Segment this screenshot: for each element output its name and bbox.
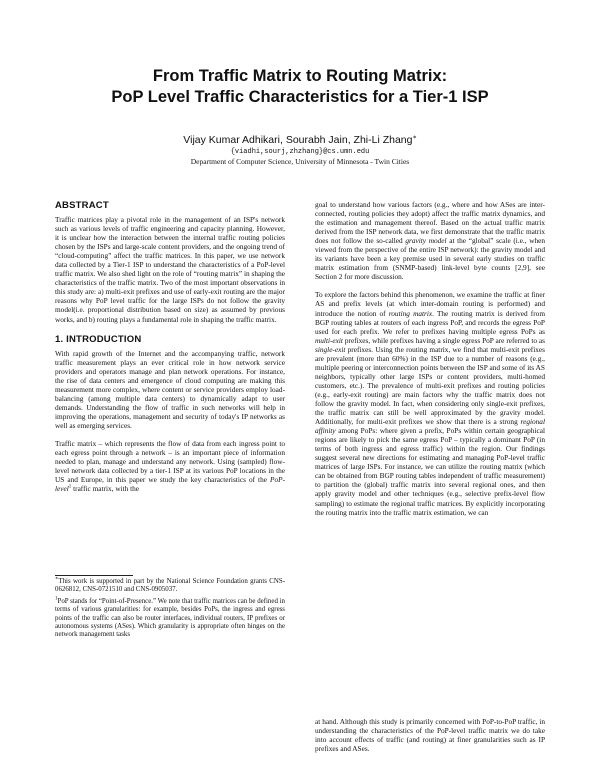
footnote-1-mark: ∗ — [55, 576, 59, 582]
right-p1-emphasis: gravity model — [405, 236, 447, 246]
author-emails: {viadhi,sourj,zhzhang}@cs.umn.edu — [230, 148, 370, 156]
author-names: Vijay Kumar Adhikari, Sourabh Jain, Zhi-Li Zhang — [183, 134, 413, 146]
affiliation: Department of Computer Science, University of Minnesota - Twin Cities — [190, 157, 410, 166]
author-list — [0, 134, 600, 146]
footnotes — [55, 578, 285, 643]
right-paragraph-3: at hand. Although this study is primarily concerned with PoP-to-PoP traffic, in understanding the characteristics of the PoP-level traffic matrix we do take into account effects of traffic (and routing) at finer granularities such as IP prefixes and ASes. — [315, 717, 545, 754]
right-p2-text-d: prefixes. Using the routing matrix, we find that multi-exit prefixes are prevalent (more than 60%) in the ISP due to a number of reasons (e.g., multiple peering or interconnection points between the ISP and some of its AS neighbors, typically other large ISPs or content providers, multi-homed customers, etc.). The prevalence of multi-exit prefixes and routing policies (e.g., early-exit routing) are main factors why the traffic matrix does not follow the gravity model. In fact, when considering only single-exit prefixes, the traffic matrix can still be well approximated by the gravity model. Additionally, for multi-exit prefixes we show that there is a strong — [315, 344, 545, 427]
footnote-2 — [55, 598, 285, 640]
right-p2-emphasis-2: multi-exit — [315, 335, 343, 345]
paper-title-line-1: From Traffic Matrix to Routing Matrix: — [152, 67, 448, 85]
right-column-continuation — [315, 717, 545, 753]
right-p2-text-e: among PoPs: where given a prefix, PoPs within certain geographical regions are likely to pick the same egress PoP – typically a dominant PoP (in terms of both ingress and egress traffic) within the region. Our findings suggest several new directions for estimating and managing PoP-level traffic matrices of large ISPs. For instance, we can utilize the routing matrix (which can be obtained from BGP routing tables independent of traffic measurement) to partition the (global) traffic matrix into several regional ones, and then apply gravity model and other techniques (e.g., selective prefix-level flow sampling) to estimate the regional traffic matrices. By explicitly incorporating the routing matrix into the traffic matrix estimation, we can — [315, 426, 545, 517]
right-p2-emphasis-4: regional affinity — [315, 417, 545, 436]
paper-title-line-2: PoP Level Traffic Characteristics for a Tier-1 ISP — [111, 88, 489, 106]
right-column — [315, 200, 545, 517]
left-column — [55, 200, 285, 493]
right-p2-text-a: To explore the factors behind this phenomenon, we examine the traffic at finer AS and prefix levels (at which inter-domain routing is performed) and introduce the notion of — [315, 290, 545, 318]
footnote-1-text: This work is supported in part by the National Science Foundation grants CNS-0626812, CNS-0721510 and CNS-0905037. — [55, 578, 285, 594]
right-paragraph-2 — [315, 290, 545, 516]
intro-p2-text-b: traffic matrix, with the — [71, 484, 140, 494]
intro-p2-emphasis: PoP-level — [55, 475, 285, 494]
intro-paragraph-1: With rapid growth of the Internet and the accompanying traffic, network traffic measurement plays an ever critical role in how network service providers and operators manage and plan network operations. For instance, the rise of data centers and emergence of cloud computing are making this measurement more complex, where content or service providers employ load-balancing (among multiple data centers) to dynamically adapt to user demands. Understanding the flow of traffic in such networks will help in improving the operations, management and security of today's IP networks as well as emerging services. — [55, 348, 285, 430]
author-footnote-mark: ∗ — [412, 134, 417, 141]
right-p2-emphasis-1: routing matrix — [388, 308, 433, 318]
intro-p2-text-a: Traffic matrix – which represents the flow of data from each ingress point to each egress point through a network – is an important piece of information needed to plan, manage and understand any network. Using (sampled) flow-level network data collected by a tier-1 ISP at its various PoP locations in the US and Europe, in this paper we study the key characteristics of the — [55, 438, 285, 485]
right-p2-text-b: . The routing matrix is derived from BGP routing tables at routers of each ingress PoP, and records the egress PoP used for each prefix. We refer to prefixes having multiple egress PoPs as — [315, 308, 545, 336]
abstract-heading: ABSTRACT — [55, 200, 109, 211]
right-p1-text-a: goal to understand how various factors (e.g., where and how ASes are inter-connected, routing policies they adopt) affect the traffic matrix dynamics, and the estimation and management thereof. Based on the actual traffic matrix derived from the ISP network data, we first demonstrate that the traffic matrix does not follow the so-called — [315, 200, 545, 246]
right-p1-text-b: at the “global” scale (i.e., when viewed from the perspective of the entire ISP network): the gravity model and its variants have been a key premise used in several early studies on traffic matrix estimation from (SNMP-based) link-level byte counts [2,9], see Section 2 for more discussion. — [315, 236, 546, 282]
right-p2-text-c: prefixes, while prefixes having a single egress PoP are referred to as — [342, 335, 545, 345]
footnote-1 — [55, 578, 285, 595]
paper-title — [0, 66, 600, 108]
introduction-heading: 1. INTRODUCTION — [55, 333, 142, 345]
abstract-text: Traffic matrices play a pivotal role in the management of an ISP's network such as various levels of traffic engineering and capacity planning. However, it is unclear how the interaction between the internal traffic routing policies chosen by the ISPs and large-scale content providers, and the ongoing trend of “cloud-computing” affect the traffic matrices. In this paper, we use network data collected by a Tier-1 ISP to understand the characteristics of a PoP-level traffic matrix. We also shed light on the role of “routing matrix” in shaping the characteristics of the traffic matrix. Two of the most important observations in this study are: a) multi-exit prefixes and use of early-exit routing are the major reasons why PoP level traffic for the large ISPs do not follow the gravity model(i.e. proportional distribution based on size) as assumed by previous works, and b) routing plays a fundamental role in shaping the traffic matrix. — [55, 215, 285, 324]
footnote-ref-1[interactable]: 1 — [68, 484, 72, 490]
footnote-divider — [55, 575, 133, 576]
footnote-2-text: PoP stands for “Point-of-Presence.” We note that traffic matrices can be defined in terms of various granularities: for example, besides PoPs, the ingress and egress points of the traffic can also be router interfaces, individual routers, IP prefixes or autonomous systems (ASes). Which granularity is appropriate often hinges on the network management tasks — [55, 597, 285, 639]
right-p2-emphasis-3: single-exit — [315, 344, 346, 354]
right-paragraph-1 — [315, 200, 545, 281]
intro-paragraph-2 — [55, 439, 285, 493]
footnote-2-mark: 1 — [55, 596, 58, 602]
